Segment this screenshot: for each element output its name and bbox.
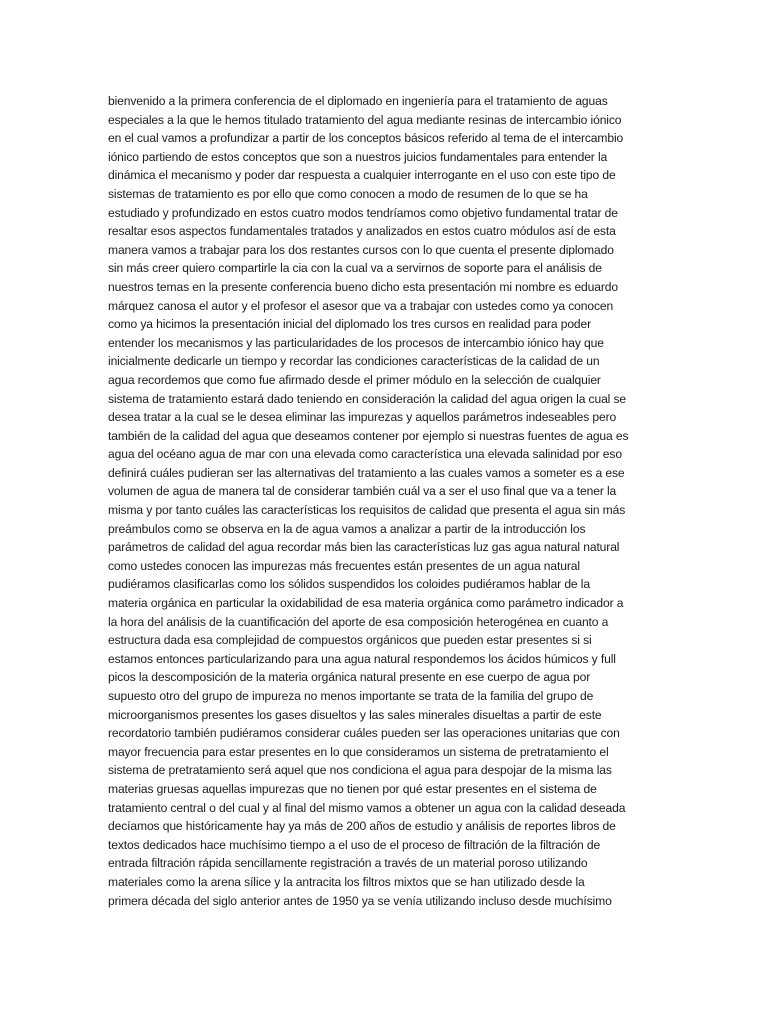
text-line: textos dedicados hace muchísimo tiempo a el uso de el proceso de filtración de la filtración de [108,837,601,852]
text-line: materia orgánica en particular la oxidabilidad de esa materia orgánica como parámetro indicador a [108,596,624,611]
text-line: sistema de pretratamiento será aquel que nos condiciona el agua para despojar de la misma las [108,763,612,778]
text-line: estudiado y profundizado en estos cuatro modos tendríamos como objetivo fundamental tratar de [108,205,618,220]
text-line: sin más creer quiero compartirle la cia con la cual va a servirnos de soporte para el análisis de [108,261,602,276]
text-line: agua del océano agua de mar con una elevada como característica una elevada salinidad por eso [108,447,622,462]
text-line: definirá cuáles pudieran ser las alternativas del tratamiento a las cuales vamos a someter es a ese [108,465,625,480]
text-line: recordatorio también pudiéramos considerar cuáles pueden ser las operaciones unitarias que con [108,726,620,741]
text-line: agua recordemos que como fue afirmado desde el primer módulo en la selección de cualquier [108,372,601,387]
text-line: picos la descomposición de la materia orgánica natural presente en ese cuerpo de agua por [108,670,591,685]
text-line: márquez canosa el autor y el profesor el asesor que va a trabajar con ustedes como ya conocen [108,298,614,313]
text-line: mayor frecuencia para estar presentes en lo que consideramos un sistema de pretratamiento el [108,744,609,759]
text-line: en el cual vamos a profundizar a partir de los conceptos básicos referido al tema de el intercambio [108,131,624,146]
text-line: materias gruesas aquellas impurezas que no tienen por qué estar presentes en el sistema de [108,781,597,796]
text-line: pudiéramos clasificarlas como los sólidos suspendidos los coloides pudiéramos hablar de la [108,577,590,592]
text-line: microorganismos presentes los gases disueltos y las sales minerales disueltas a partir de este [108,707,602,722]
text-line: preámbulos como se observa en la de agua vamos a analizar a partir de la introducción los [108,521,586,536]
text-line: estructura dada esa complejidad de compuestos orgánicos que pueden estar presentes si si [108,633,592,648]
text-line: materiales como la arena sílice y la antracita los filtros mixtos que se han utilizado desde la [108,874,585,889]
text-line: resaltar esos aspectos fundamentales tratados y analizados en estos cuatro módulos así de esta [108,224,616,239]
text-line: sistema de tratamiento estará dado teniendo en consideración la calidad del agua origen la cual se [108,391,627,406]
text-line: nuestros temas en la presente conferencia bueno dicho esta presentación mi nombre es eduardo [108,279,618,294]
text-line: manera vamos a trabajar para los dos restantes cursos con lo que cuenta el presente diplomado [108,242,614,257]
text-line: parámetros de calidad del agua recordar más bien las características luz gas agua natural natural [108,540,620,555]
text-line: bienvenido a la primera conferencia de el diplomado en ingeniería para el tratamiento de aguas [108,94,608,108]
text-line: misma y por tanto cuáles las características los requisitos de calidad que presenta el agua sin más [108,503,626,518]
text-line: supuesto otro del grupo de impureza no menos importante se trata de la familia del grupo de [108,689,594,703]
text-line: iónico partiendo de estos conceptos que son a nuestros juicios fundamentales para entender la [108,149,608,164]
text-line: entender los mecanismos y las particularidades de los procesos de intercambio iónico hay que [108,335,604,350]
text-line: decíamos que históricamente hay ya más de 200 años de estudio y análisis de reportes libros de [108,819,616,834]
text-line: dinámica el mecanismo y poder dar respuesta a cualquier interrogante en el uso con este tipo de [108,168,616,183]
transcript-text [108,92,668,910]
text-line: inicialmente dedicarle un tiempo y recordar las condiciones características de la calidad de un [108,354,600,369]
text-line: también de la calidad del agua que deseamos contener por ejemplo si nuestras fuentes de agua es [108,428,629,443]
text-line: como ya hicimos la presentación inicial del diplomado los tres cursos en realidad para poder [108,317,592,332]
text-line: sistemas de tratamiento es por ello que como conocen a modo de resumen de lo que se ha [108,186,588,201]
text-line: desea tratar a la cual se le desea eliminar las impurezas y aquellos parámetros indeseables pero [108,410,617,425]
text-line: estamos entonces particularizando para una agua natural respondemos los ácidos húmicos y full [108,651,616,666]
text-line: entrada filtración rápida sencillamente registración a través de un material poroso utilizando [108,856,588,871]
text-line: tratamiento central o del cual y al final del mismo vamos a obtener un agua con la calidad deseada [108,800,626,815]
text-line: especiales a la que le hemos titulado tratamiento del agua mediante resinas de intercambio iónico [108,112,622,127]
text-line: volumen de agua de manera tal de considerar también cuál va a ser el uso final que va a tener la [108,484,617,499]
text-line: primera década del siglo anterior antes de 1950 ya se venía utilizando incluso desde muchísimo [108,893,612,908]
text-line: la hora del análisis de la cuantificación del aporte de esa composición heterogénea en cuanto a [108,614,609,629]
text-line: como ustedes conocen las impurezas más frecuentes están presentes de un agua natural [108,558,580,573]
